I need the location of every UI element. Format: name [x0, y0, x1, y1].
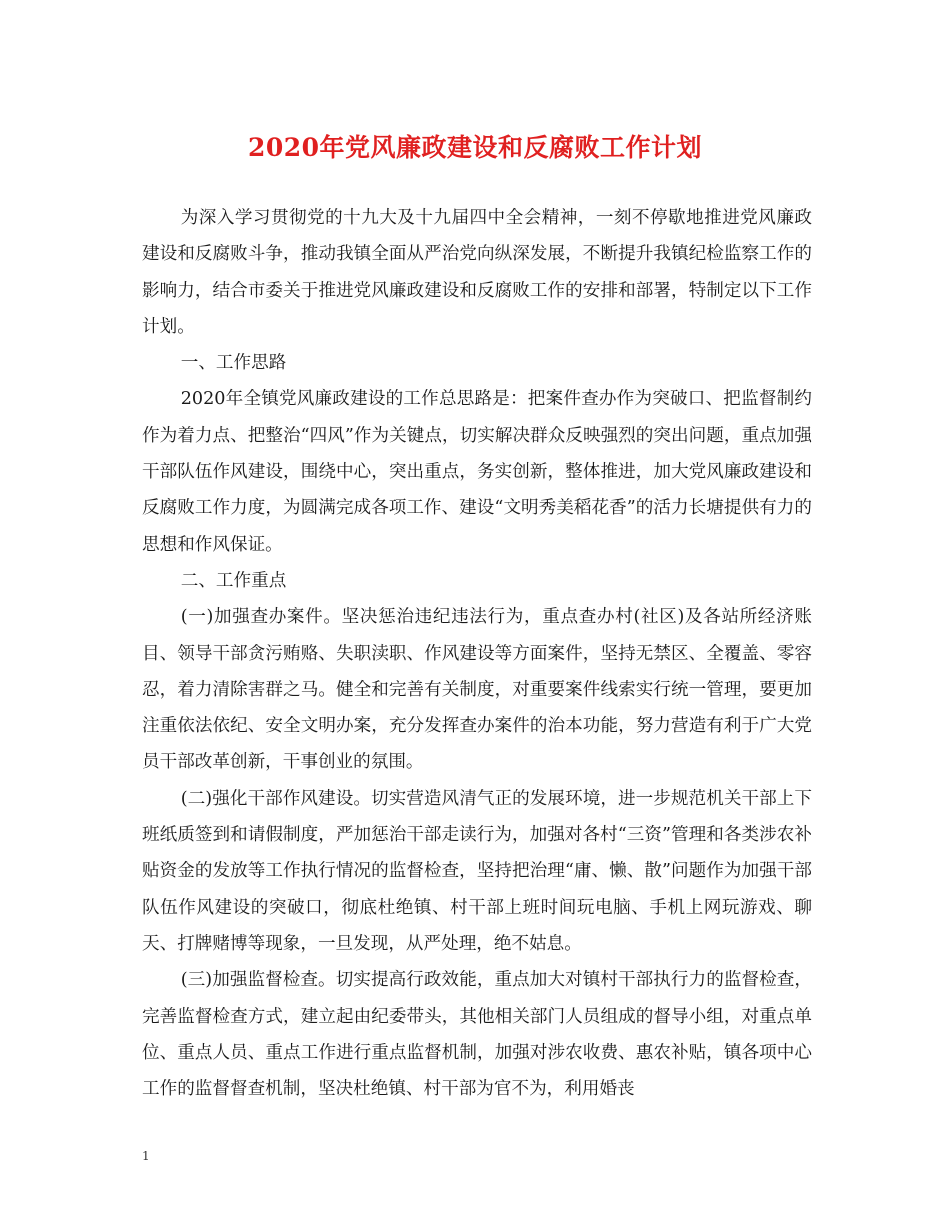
section-heading-work-focus: 二、工作重点	[180, 570, 287, 591]
document-title: 2020年党风廉政建设和反腐败工作计划	[247, 133, 703, 162]
work-ideas-paragraph: 2020年全镇党风廉政建设的工作总思路是：把案件查办作为突破口、把监督制约作为着力点、把整治“四风”作为关键点，切实解决群众反映强烈的突出问题，重点加强干部队伍作风建设，围绕中心，突出重点，务实创新，整体推进，加大党风廉政建设和反腐败工作力度，为圆满完成各项工作、建设“文明秀美稻花香”的活力长塘提供有力的思想和作风保证。	[142, 389, 812, 555]
page-number: 1	[142, 1149, 150, 1163]
intro-paragraph: 为深入学习贯彻党的十九大及十九届四中全会精神，一刻不停歇地推进党风廉政建设和反腐败斗争，推动我镇全面从严治党向纵深发展，不断提升我镇纪检监察工作的影响力，结合市委关于推进党风廉政建设和反腐败工作的安排和部署，特制定以下工作计划。	[142, 208, 812, 337]
focus-item-3-paragraph: (三)加强监督检查。切实提高行政效能，重点加大对镇村干部执行力的监督检查，完善监督检查方式，建立起由纪委带头，其他相关部门人员组成的督导小组，对重点单位、重点人员、重点工作进行重点监督机制，加强对涉农收费、惠农补贴，镇各项中心工作的监督督查机制，坚决杜绝镇、村干部为官不为，利用婚丧	[142, 970, 812, 1100]
focus-item-1-paragraph: (一)加强查办案件。坚决惩治违纪违法行为，重点查办村(社区)及各站所经济账目、领导干部贪污贿赂、失职渎职、作风建设等方面案件，坚持无禁区、全覆盖、零容忍，着力清除害群之马。健全和完善有关制度，对重要案件线索实行统一管理，要更加注重依法依纪、安全文明办案，充分发挥查办案件的治本功能，努力营造有利于广大党员干部改革创新，干事创业的氛围。	[142, 607, 812, 773]
document-body	[142, 200, 812, 1107]
section-heading-work-ideas: 一、工作思路	[180, 353, 287, 374]
focus-item-2-paragraph: (二)强化干部作风建设。切实营造风清气正的发展环境，进一步规范机关干部上下班纸质签到和请假制度，严加惩治干部走读行为，加强对各村“三资”管理和各类涉农补贴资金的发放等工作执行情况的监督检查，坚持把治理“庸、懒、散”问题作为加强干部队伍作风建设的突破口，彻底杜绝镇、村干部上班时间玩电脑、手机上网玩游戏、聊天、打牌赌博等现象，一旦发现，从严处理，绝不姑息。	[142, 788, 812, 954]
